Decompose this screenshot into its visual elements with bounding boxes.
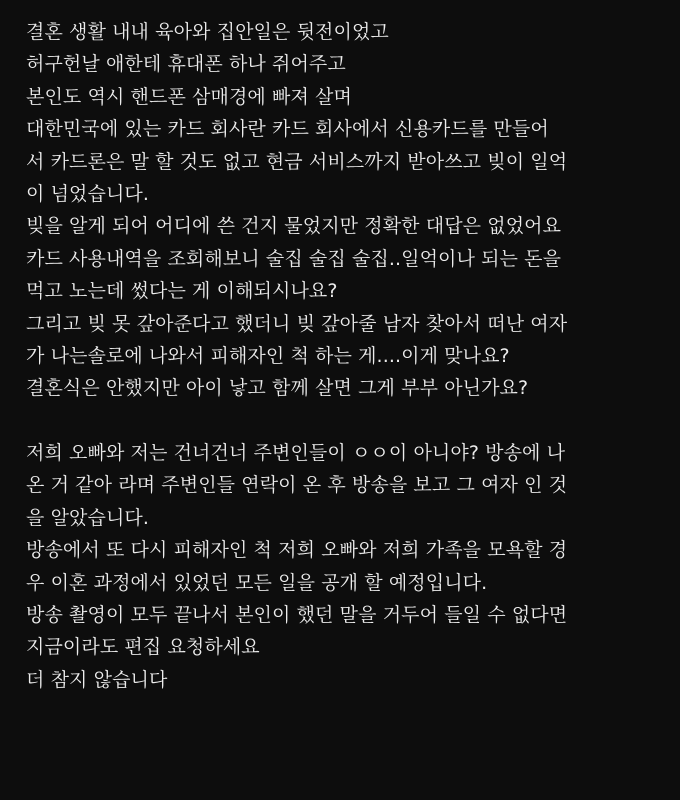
text-line: 카드 사용내역을 조회해보니 술집 술집 술집..일억이나 되는 돈을 <box>26 247 562 270</box>
text-line: 우 이혼 과정에서 있었던 모든 일을 공개 할 예정입니다. <box>26 571 488 594</box>
text-line: 빚을 알게 되어 어디에 쓴 건지 물었지만 정확한 대답은 없었어요 <box>26 215 562 238</box>
text-line: 방송에서 또 다시 피해자인 척 저희 오빠와 저희 가족을 모욕할 경 <box>26 539 568 562</box>
text-line: 결혼 생활 내내 육아와 집안일은 뒷전이었고 <box>26 21 389 43</box>
paragraph-gap <box>26 405 662 437</box>
text-line: 가 나는솔로에 나와서 피해자인 척 하는 게....이게 맞나요? <box>26 344 510 367</box>
paragraph-1 <box>26 16 662 405</box>
text-line: 지금이라도 편집 요청하세요 <box>26 636 260 659</box>
text-line: 을 알았습니다. <box>26 506 150 529</box>
text-line: 서 카드론은 말 할 것도 없고 현금 서비스까지 받아쓰고 빚이 일억 <box>26 150 568 173</box>
text-line: 이 넘었습니다. <box>26 182 150 205</box>
text-line: 허구헌날 애한테 휴대폰 하나 쥐어주고 <box>26 53 346 76</box>
post-text-body <box>26 16 662 696</box>
text-line: 더 참지 않습니다 <box>26 668 168 691</box>
text-line: 온 거 같아 라며 주변인들 연락이 온 후 방송을 보고 그 여자 인 것 <box>26 474 568 497</box>
text-line: 대한민국에 있는 카드 회사란 카드 회사에서 신용카드를 만들어 <box>26 118 549 141</box>
text-line: 방송 촬영이 모두 끝나서 본인이 했던 말을 거두어 들일 수 없다면 <box>26 604 568 627</box>
text-line: 그리고 빚 못 갚아준다고 했더니 빚 갚아줄 남자 찾아서 떠난 여자 <box>26 312 568 335</box>
paragraph-2 <box>26 437 662 696</box>
text-line: 결혼식은 안했지만 아이 낳고 함께 살면 그게 부부 아닌가요? <box>26 377 529 400</box>
text-line: 먹고 노는데 썼다는 게 이해되시나요? <box>26 280 338 303</box>
text-line: 본인도 역시 핸드폰 삼매경에 빠져 살며 <box>26 85 352 108</box>
text-line: 저희 오빠와 저는 건너건너 주변인들이 ㅇㅇ이 아니야? 방송에 나 <box>26 442 566 465</box>
